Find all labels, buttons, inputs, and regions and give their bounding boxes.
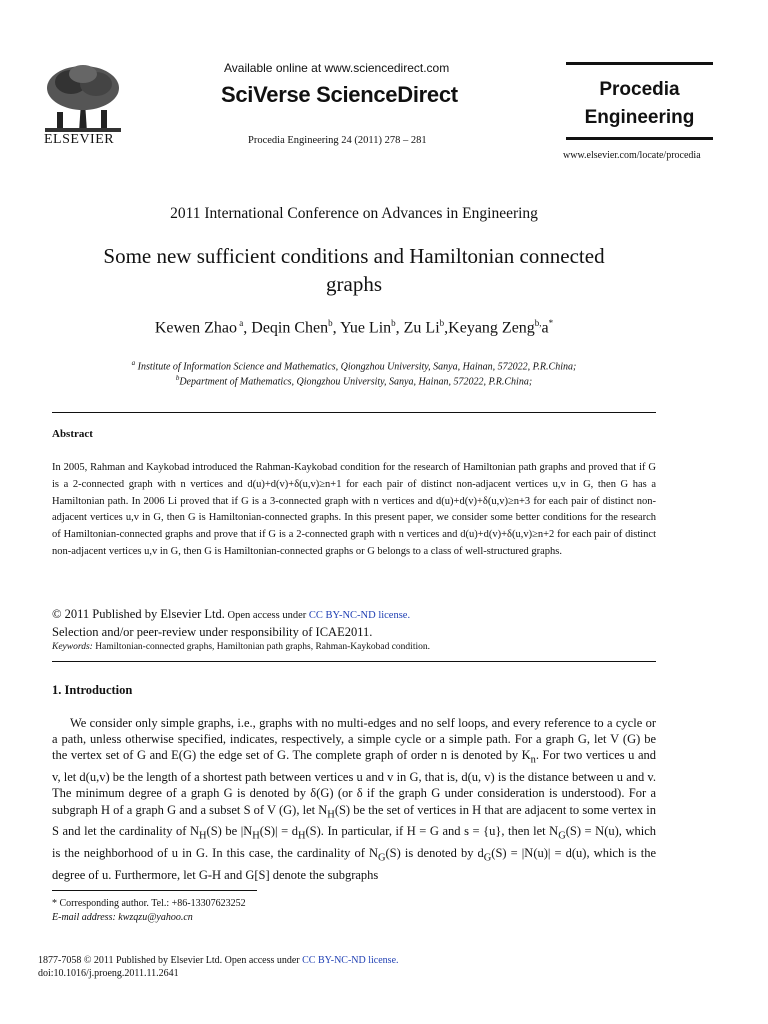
platform-name: SciVerse ScienceDirect: [221, 82, 458, 107]
copyright-line: [52, 606, 410, 624]
author-affiliation-mark: a: [239, 318, 244, 328]
author-list: Kewen Zhao $^a$, Deqin Chen$^b$, Yue Lin$^b$, Zu Li$^b$,Keyang Zeng$^{b,}$a*: [154, 318, 554, 337]
author-affiliation-mark: b: [439, 318, 445, 328]
author-affiliation-mark: b: [328, 318, 333, 328]
corresponding-mark: *: [548, 318, 554, 328]
affiliation-b-mark: b: [175, 374, 180, 382]
journal-box-top-rule: [566, 62, 713, 65]
journal-url[interactable]: www.elsevier.com/locate/procedia: [563, 150, 701, 161]
affiliation-a-text: Institute of Information Science and Mathematics, Qiongzhou University, Sanya, Hainan, 572022, P.R.China;: [135, 361, 577, 373]
keywords-line: [52, 642, 430, 652]
paper-title-line1: Some new sufficient conditions and Hamiltonian connected: [103, 244, 605, 268]
introduction-paragraph: We consider only simple graphs, i.e., graphs with no multi-edges and no self loops, and every reference to a cycle or a path, unless otherwise specified, indicates, respectively, a simple cycle or a simple path. For a graph G, let V (G) be the vertex set of G and E(G) the edge set of G. The complete graph of order n is denoted by $K_n$. For two vertices u and v, let d(u,v) be the length of a shortest path between vertices u and v in G, that is, d(u, v) is the distance between u and v. The minimum degree of a graph G is denoted by δ(G) (or δ if the graph G under consideration is understood). For a subgraph H of a graph G and a subset S of V (G), let $N_H(S)$ be the set of vertices in H that are adjacent to some vertex in S and let the cardinality of $N_H(S)$ be $|N_H(S)| = d_H(S)$. In particular, if H = G and s = {u}, then let $N_G(S) = N(u)$, which is the neighborhood of u in G. In this case, the cardinality of $N_G(S)$ is denoted by $d_G(S) = |N(u)| = d(u)$, which is the degree of u. Furthermore, let G-H and G[S] denote the subgraphs: [52, 716, 657, 882]
affiliation-b-text: Department of Mathematics, Qiongzhou University, Sanya, Hainan, 572022, P.R.China;: [179, 376, 533, 388]
author-tail: a: [541, 319, 549, 337]
affiliation-a-mark: a: [131, 359, 136, 367]
issn-line: [38, 955, 399, 966]
paper-title: [54, 242, 654, 298]
email-footnote: [52, 912, 193, 923]
issn-text: 1877-7058 © 2011 Published by Elsevier Ltd. Open access under: [38, 955, 303, 966]
journal-name-line2: Engineering: [584, 107, 695, 128]
journal-box-bottom-rule: [566, 137, 713, 140]
email-address[interactable]: kwzqzu@yahoo.cn: [115, 912, 193, 923]
journal-citation: Procedia Engineering 24 (2011) 278 – 281: [248, 135, 427, 146]
keywords-text: Hamiltonian-connected graphs, Hamiltonian path graphs, Rahman-Kaykobad condition.: [92, 642, 430, 652]
journal-name: [566, 76, 713, 132]
author-name: Yue Lin: [340, 319, 392, 337]
abstract-heading: Abstract: [52, 428, 93, 440]
copyright-text: © 2011 Published by Elsevier Ltd.: [52, 607, 225, 621]
journal-name-line1: Procedia: [599, 79, 680, 100]
email-label: E-mail address:: [52, 912, 116, 923]
available-online-text: Available online at www.sciencedirect.com: [224, 61, 450, 75]
author-name: Kewen Zhao: [154, 319, 238, 337]
abstract-bottom-rule: [52, 661, 656, 662]
author-name: Zu Li: [403, 319, 440, 337]
open-access-text: Open access under: [224, 610, 309, 621]
peer-review-line: Selection and/or peer-review under responsibility of ICAE2011.: [52, 625, 373, 639]
affiliation-b: [0, 374, 708, 387]
introduction-body: [52, 715, 656, 883]
license-link[interactable]: CC BY-NC-ND license.: [308, 610, 411, 621]
author-affiliation-mark: b,: [534, 318, 542, 328]
author-name: Keyang Zeng: [448, 319, 535, 337]
corresponding-footnote: [52, 898, 246, 909]
conference-name: 2011 International Conference on Advances in Engineering: [170, 205, 538, 222]
abstract-top-rule: [52, 412, 656, 413]
doi-line[interactable]: doi:10.1016/j.proeng.2011.11.2641: [38, 968, 179, 979]
keywords-label: Keywords:: [52, 642, 93, 652]
publisher-logo-word: ELSEVIER: [44, 132, 115, 147]
elsevier-tree-logo-icon: [41, 62, 125, 134]
paper-title-line2: graphs: [326, 272, 382, 296]
footnote-rule: [52, 890, 257, 891]
affiliation-a: [0, 359, 708, 372]
bottom-license-link[interactable]: CC BY-NC-ND license.: [302, 955, 399, 966]
footnote-corresponding: Corresponding author. Tel.: +86-13307623252: [57, 898, 246, 909]
author-affiliation-mark: b: [391, 318, 396, 328]
author-name: Deqin Chen: [251, 319, 329, 337]
abstract-body: In 2005, Rahman and Kaykobad introduced the Rahman-Kaykobad condition for the research of Hamiltonian path graphs and proved that if G is a 2-connected graph with n vertices and d(u)+d(v)+δ(u,v)≥n+1 for each pair of distinct non-adjacent vertices u,v in G, then G has a Hamiltonian path. In 2006 Li proved that if G is a 3-connected graph with n vertices and d(u)+d(v)+δ(u,v)≥n+3 for each pair of distinct non-adjacent vertices u,v in G, then G is Hamiltonian-connected graphs. In this present paper, we consider some better conditions for the research of Hamiltonian-connected graphs and prove that if G is a 2-connected graph with n vertices and d(u)+d(v)+δ(u,v)≥n+2 for each pair of distinct non-adjacent vertices u,v in G, then G is Hamiltonian-connected graphs or G belongs to a class of well-structured graphs.: [52, 462, 656, 557]
copyright-block: [52, 606, 410, 641]
introduction-heading: 1. Introduction: [52, 683, 133, 697]
footnote-marker: *: [52, 898, 57, 909]
